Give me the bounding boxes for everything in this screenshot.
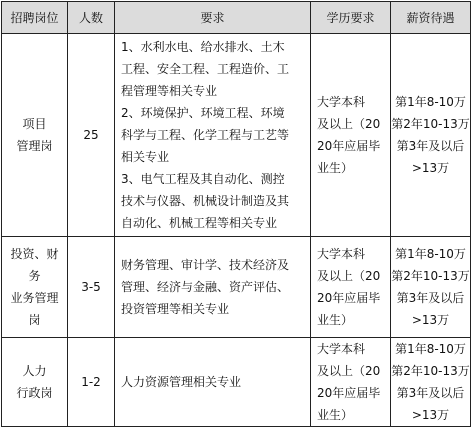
education-line: 业生） bbox=[317, 313, 354, 327]
salary-line: >13万 bbox=[411, 313, 450, 327]
education-line: 及以上（20 bbox=[317, 117, 381, 131]
header-row bbox=[2, 2, 471, 34]
education-cell bbox=[311, 338, 391, 427]
requirement-line: 财务管理、审计学、技术经济及 bbox=[121, 258, 290, 272]
count-cell: 25 bbox=[68, 34, 115, 237]
table-row-hr-admin bbox=[2, 338, 471, 427]
requirements-cell bbox=[115, 338, 311, 427]
requirement-line: 2、环境保护、环境工程、环境 bbox=[121, 106, 285, 120]
requirement-line: 科学与工程、化学工程与工艺等 bbox=[121, 128, 290, 142]
salary-line: 第3年及以后 bbox=[396, 386, 465, 400]
header-salary: 薪资待遇 bbox=[391, 2, 471, 34]
header-count: 人数 bbox=[68, 2, 115, 34]
requirements-cell bbox=[115, 34, 311, 237]
education-line: 大学本科 bbox=[317, 247, 366, 261]
count-cell: 1-2 bbox=[68, 338, 115, 427]
salary-line: 第3年及以后 bbox=[396, 291, 465, 305]
salary-line: >13万 bbox=[411, 408, 450, 422]
education-line: 20年应届毕 bbox=[317, 291, 381, 305]
position-line: 行政岗 bbox=[16, 386, 53, 400]
count-cell: 3-5 bbox=[68, 237, 115, 338]
education-line: 大学本科 bbox=[317, 342, 366, 356]
requirement-line: 技术与仪器、机械设计制造及其 bbox=[121, 194, 290, 208]
position-cell bbox=[2, 237, 68, 338]
position-cell bbox=[2, 338, 68, 427]
salary-line: 第1年8-10万 bbox=[395, 247, 466, 261]
table-row-investment-finance bbox=[2, 237, 471, 338]
education-cell bbox=[311, 237, 391, 338]
education-cell bbox=[311, 34, 391, 237]
requirement-line: 相关专业 bbox=[121, 150, 170, 164]
salary-cell bbox=[391, 34, 471, 237]
header-requirements: 要求 bbox=[115, 2, 311, 34]
requirements-cell bbox=[115, 237, 311, 338]
position-line: 业务管理 bbox=[10, 291, 59, 305]
salary-line: 第1年8-10万 bbox=[395, 95, 466, 109]
header-education: 学历要求 bbox=[311, 2, 391, 34]
position-line: 项目 bbox=[22, 117, 47, 131]
salary-line: >13万 bbox=[411, 161, 450, 175]
education-line: 20年应届毕 bbox=[317, 386, 381, 400]
salary-line: 第2年10-13万 bbox=[391, 364, 470, 378]
requirement-line: 工程、安全工程、工程造价、工 bbox=[121, 62, 290, 76]
education-line: 业生） bbox=[317, 408, 354, 422]
education-line: 大学本科 bbox=[317, 95, 366, 109]
salary-line: 第3年及以后 bbox=[396, 139, 465, 153]
header-position: 招聘岗位 bbox=[2, 2, 68, 34]
position-line: 管理岗 bbox=[16, 139, 53, 153]
table-row-project-manager bbox=[2, 34, 471, 237]
recruitment-table bbox=[1, 1, 471, 427]
requirement-line: 自动化、机械工程等相关专业 bbox=[121, 216, 278, 230]
requirement-line: 管理、经济与金融、资产评估、 bbox=[121, 280, 290, 294]
requirement-line: 1、水利水电、给水排水、土木 bbox=[121, 40, 285, 54]
salary-line: 第2年10-13万 bbox=[391, 117, 470, 131]
salary-cell bbox=[391, 237, 471, 338]
requirement-line: 人力资源管理相关专业 bbox=[121, 375, 242, 389]
requirement-line: 投资管理等相关专业 bbox=[121, 302, 230, 316]
position-line: 务 bbox=[28, 269, 41, 283]
position-cell bbox=[2, 34, 68, 237]
education-line: 及以上（20 bbox=[317, 269, 381, 283]
salary-line: 第1年8-10万 bbox=[395, 342, 466, 356]
salary-cell bbox=[391, 338, 471, 427]
requirement-line: 程管理等相关专业 bbox=[121, 84, 218, 98]
education-line: 及以上（20 bbox=[317, 364, 381, 378]
education-line: 业生） bbox=[317, 161, 354, 175]
education-line: 20年应届毕 bbox=[317, 139, 381, 153]
requirement-line: 3、电气工程及其自动化、测控 bbox=[121, 172, 285, 186]
salary-line: 第2年10-13万 bbox=[391, 269, 470, 283]
position-line: 岗 bbox=[28, 313, 41, 327]
position-line: 投资、财 bbox=[10, 247, 59, 261]
position-line: 人力 bbox=[22, 364, 47, 378]
